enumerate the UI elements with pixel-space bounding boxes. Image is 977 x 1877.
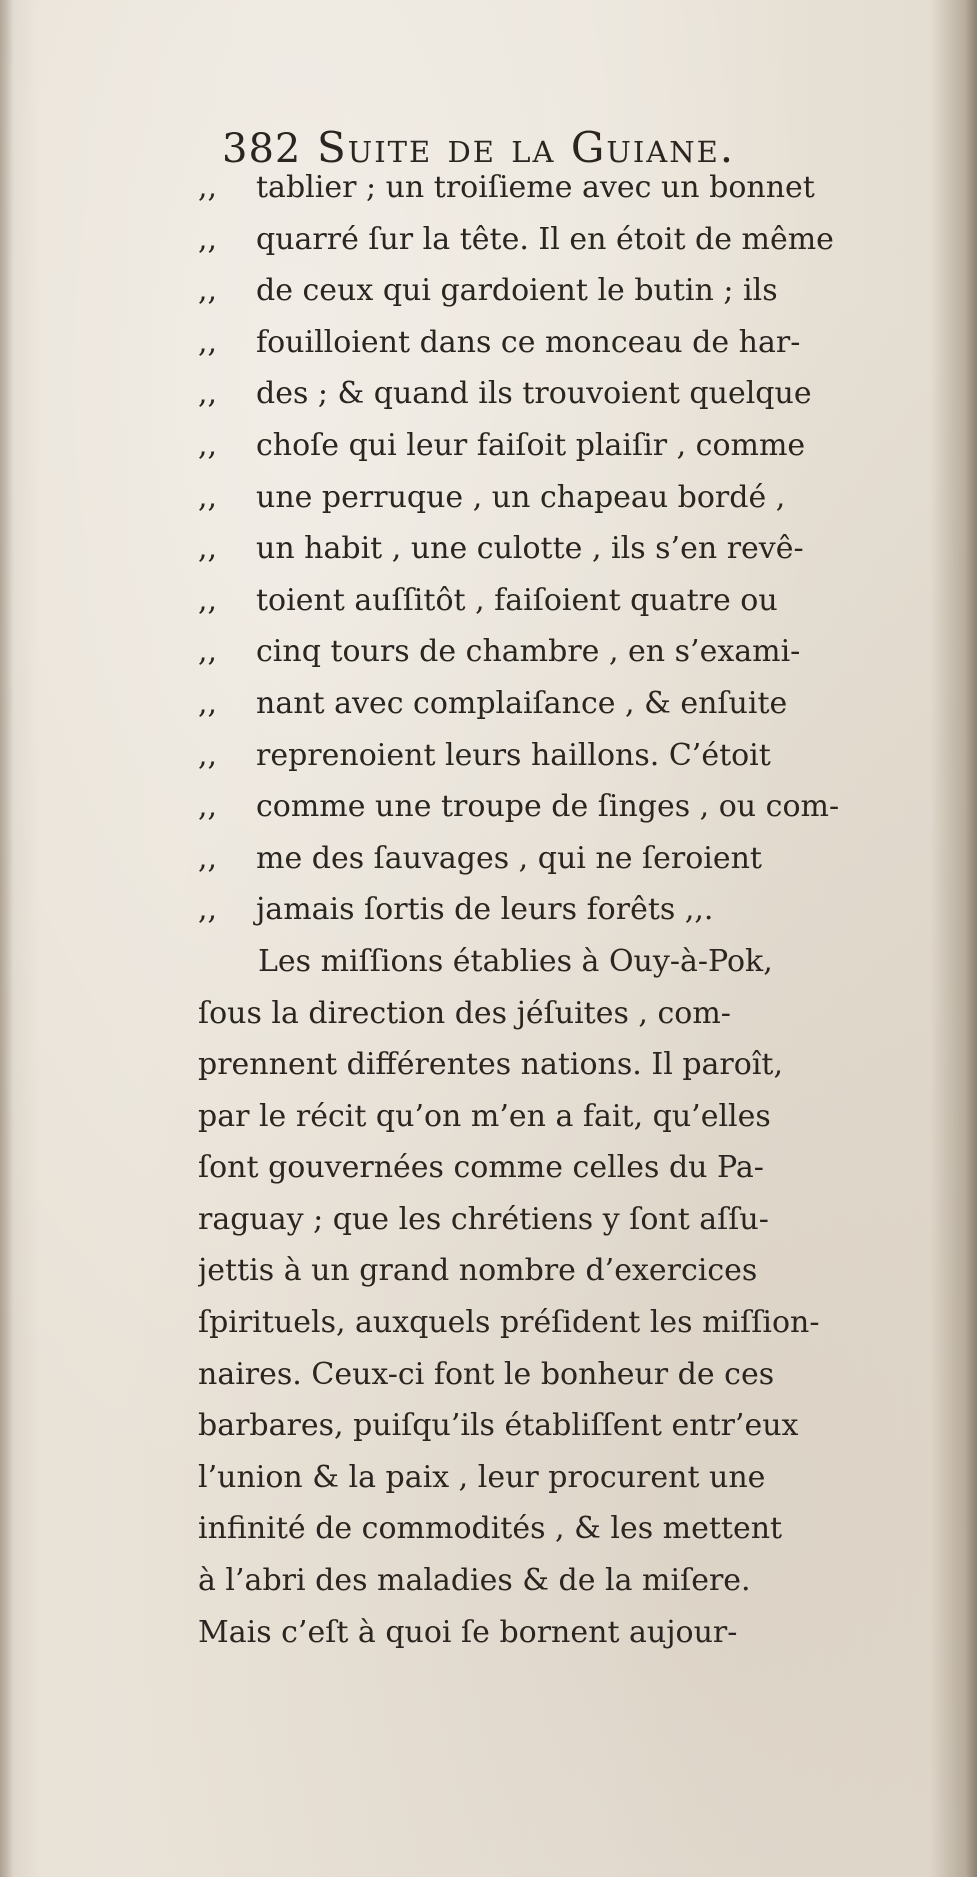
text-line [198, 214, 968, 266]
text-line [198, 472, 968, 524]
quote-mark: ,, [198, 582, 218, 618]
quote-mark: ,, [198, 221, 218, 257]
text-line [198, 523, 968, 575]
quote-mark: ,, [198, 324, 218, 360]
quote-mark: ,, [198, 273, 218, 309]
text-line [198, 884, 968, 936]
paragraph-line: barbares, puiſqu’ils établiſſent entr’eux [198, 1408, 799, 1444]
line-text: tablier ; un troiſieme avec un bonnet [256, 170, 815, 205]
paragraph-line: ſpirituels, auxquels préſident les miſſion- [198, 1305, 820, 1341]
quote-mark: ,, [198, 531, 218, 567]
text-line [198, 781, 968, 833]
paragraph-line: ſous la direction des jéſuites , com- [198, 995, 731, 1031]
paragraph-line: Les miſſions établies à Ouy-à-Pok, [258, 943, 773, 979]
quote-mark: ,, [198, 479, 218, 515]
running-head: Suite de la Guiane. [317, 123, 736, 172]
paragraph-line: l’union & la paix , leur procurent une [198, 1459, 766, 1495]
line-text: nant avec complaiſance , & enſuite [256, 685, 788, 721]
line-text: toient auſſitôt , faiſoient quatre ou [256, 582, 778, 618]
paragraph-line: raguay ; que les chrétiens y ſont aſſu- [198, 1201, 769, 1237]
line-text: quarré ſur la tête. Il en étoit de même [256, 221, 834, 257]
paragraph-line: jettis à un grand nombre d’exercices [198, 1253, 758, 1289]
text-line [198, 730, 968, 782]
quote-mark: ,, [198, 685, 218, 721]
body-text [198, 162, 968, 1658]
quote-mark: ,, [198, 840, 218, 876]
line-text: choſe qui leur faiſoit plaiſir , comme [256, 427, 806, 463]
quote-mark: ,, [198, 737, 218, 773]
line-text: une perruque , un chapeau bordé , [256, 479, 786, 515]
paragraph-line: Mais c’eſt à quoi ſe bornent aujour- [198, 1614, 738, 1650]
line-text: comme une troupe de ſinges , ou com- [256, 789, 840, 825]
paragraph-line: prennent différentes nations. Il paroît, [198, 1047, 783, 1083]
page-number: 382 [222, 126, 302, 172]
line-text: de ceux qui gardoient le butin ; ils [256, 273, 778, 309]
text-line [198, 265, 968, 317]
text-line [198, 420, 968, 472]
text-line [198, 833, 968, 885]
paragraph-line: ſont gouvernées comme celles du Pa- [198, 1150, 764, 1186]
line-text: cinq tours de chambre , en s’exami- [256, 634, 801, 670]
quote-mark: ,, [198, 789, 218, 825]
line-text: fouilloient dans ce monceau de har- [256, 324, 801, 360]
paragraph-line: infinité de commodités , & les mettent [198, 1511, 783, 1547]
line-text: des ; & quand ils trouvoient quelque [256, 376, 812, 412]
line-text: jamais ſortis de leurs forêts ,,. [256, 892, 714, 928]
line-text: me des ſauvages , qui ne ſeroient [256, 840, 762, 876]
line-text: un habit , une culotte , ils s’en revê- [256, 531, 804, 567]
paragraph-line: par le récit qu’on m’en a fait, qu’elles [198, 1098, 771, 1134]
text-line [198, 162, 968, 214]
line-text: reprenoient leurs haillons. C’étoit [256, 737, 771, 773]
quote-mark: ,, [198, 170, 218, 205]
quote-mark: ,, [198, 634, 218, 670]
paragraph-line: naires. Ceux-ci font le bonheur de ces [198, 1356, 775, 1392]
text-line [198, 317, 968, 369]
text-line [198, 368, 968, 420]
text-line [198, 575, 968, 627]
text-line [198, 678, 968, 730]
quote-mark: ,, [198, 427, 218, 463]
quote-mark: ,, [198, 892, 218, 928]
quote-mark: ,, [198, 376, 218, 412]
text-line [198, 626, 968, 678]
paragraph-line: à l’abri des maladies & de la miſere. [198, 1563, 751, 1599]
